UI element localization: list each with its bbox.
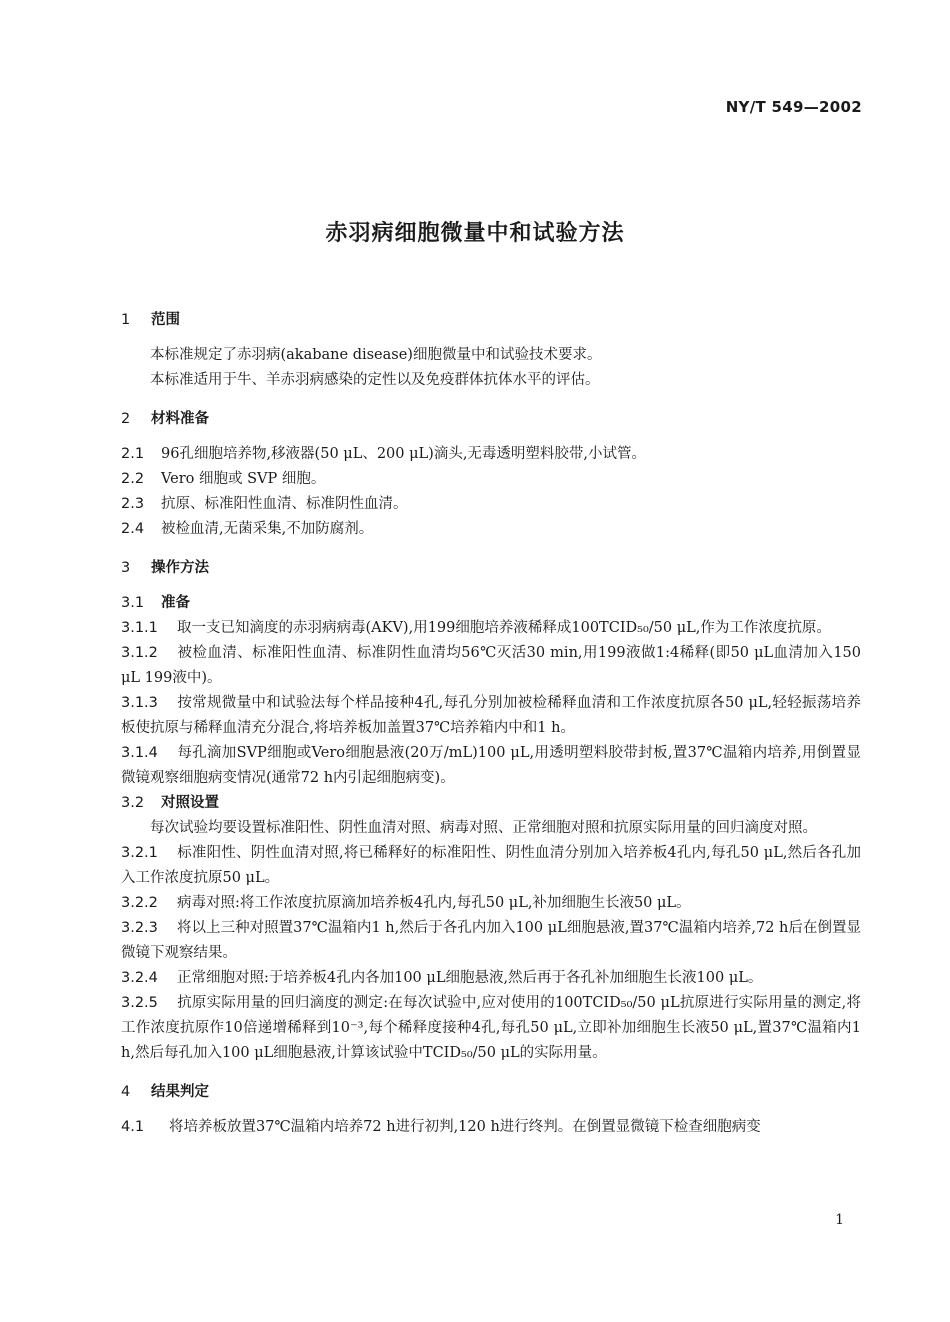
item-number: 2.2 [121,471,145,487]
clause-text: 将以上三种对照置37℃温箱内1 h,然后于各孔内加入100 μL细胞悬液,置37℃温箱内培养,72 h后在倒置显微镜下观察结果。 [121,920,861,961]
clause-number: 4.1 [121,1119,145,1135]
clause [121,991,861,1066]
page-number: 1 [835,1212,844,1228]
section-2-heading [121,407,861,432]
clause-text: 被检血清、标准阳性血清、标准阴性血清均56℃灭活30 min,用199液做1:4稀释(即50 μL血清加入150 μL 199液中)。 [121,645,861,686]
clause-text: 取一支已知滴度的赤羽病病毒(AKV),用199细胞培养液稀释成100TCID₅₀/50 μL,作为工作浓度抗原。 [177,620,831,636]
section-number: 1 [121,312,131,328]
paragraph: 本标准适用于牛、羊赤羽病感染的定性以及免疫群体抗体水平的评估。 [150,372,600,388]
item-number: 2.4 [121,521,145,537]
subsection-number: 3.2 [121,795,145,811]
item-text: 被检血清,无菌采集,不加防腐剂。 [161,521,374,537]
subsection-3-2-heading [121,791,861,816]
section-3-heading [121,556,861,581]
clause-number: 3.2.2 [121,895,158,911]
subsection-title: 准备 [161,595,190,611]
section-title: 结果判定 [151,1084,209,1100]
clause-number: 3.2.5 [121,995,158,1011]
list-item [121,467,861,492]
clause-number: 3.2.1 [121,845,158,861]
clause [121,616,861,641]
section-4-heading [121,1080,861,1105]
clause-number: 3.2.3 [121,920,158,936]
clause [121,966,861,991]
clause-number: 3.1.3 [121,695,158,711]
clause [121,741,861,791]
clause-text: 将培养板放置37℃温箱内培养72 h进行初判,120 h进行终判。在倒置显微镜下检查细胞病变 [169,1119,761,1135]
section-title: 范围 [151,312,180,328]
clause-text: 标准阳性、阴性血清对照,将已稀释好的标准阳性、阴性血清分别加入培养板4孔内,每孔50 μL,然后各孔加入工作浓度抗原50 μL。 [121,845,861,886]
section-number: 3 [121,560,131,576]
subsection-number: 3.1 [121,595,145,611]
clause [121,641,861,691]
section-number: 4 [121,1084,131,1100]
clause [121,841,861,891]
document-title: 赤羽病细胞微量中和试验方法 [325,221,625,246]
clause-text: 每孔滴加SVP细胞或Vero细胞悬液(20万/mL)100 μL,用透明塑料胶带封板,置37℃温箱内培养,用倒置显微镜观察细胞病变情况(通常72 h内引起细胞病变)。 [121,745,861,786]
list-item [121,492,861,517]
item-text: 抗原、标准阳性血清、标准阴性血清。 [161,496,408,512]
item-number: 2.1 [121,446,145,462]
clause-text: 按常规微量中和试验法每个样品接种4孔,每孔分别加被检稀释血清和工作浓度抗原各50 μL,轻轻振荡培养板使抗原与稀释血清充分混合,将培养板加盖置37℃培养箱内中和1 h。 [121,695,861,736]
clause-number: 3.1.2 [121,645,158,661]
clause-text: 抗原实际用量的回归滴度的测定:在每次试验中,应对使用的100TCID₅₀/50 μL抗原进行实际用量的测定,将工作浓度抗原作10倍递增稀释到10⁻³,每个稀释度接种4孔,每孔50 μL,立即补加细胞生长液50 μL,置37℃温箱内1 h,然后每孔加入100 μL细胞悬液,计算该试验中TCID₅₀/50 μL的实际用量。 [121,995,861,1061]
clause [121,891,861,916]
clause-text: 正常细胞对照:于培养板4孔内各加100 μL细胞悬液,然后再于各孔补加细胞生长液100 μL。 [177,970,763,986]
section-number: 2 [121,411,131,427]
item-text: Vero 细胞或 SVP 细胞。 [161,471,326,487]
clause-text: 病毒对照:将工作浓度抗原滴加培养板4孔内,每孔50 μL,补加细胞生长液50 μL。 [177,895,691,911]
paragraph: 每次试验均要设置标准阳性、阴性血清对照、病毒对照、正常细胞对照和抗原实际用量的回归滴度对照。 [150,820,817,836]
subsection-title: 对照设置 [161,795,219,811]
section-title: 操作方法 [151,560,209,576]
clause [121,1115,861,1140]
item-text: 96孔细胞培养物,移液器(50 μL、200 μL)滴头,无毒透明塑料胶带,小试管。 [161,446,647,462]
clause-number: 3.1.1 [121,620,158,636]
list-item [121,442,861,467]
item-number: 2.3 [121,496,145,512]
list-item [121,517,861,542]
subsection-3-1-heading [121,591,861,616]
standard-number: NY/T 549—2002 [725,98,862,116]
section-1-heading [121,308,861,333]
clause [121,916,861,966]
clause [121,691,861,741]
clause-number: 3.1.4 [121,745,158,761]
section-title: 材料准备 [151,411,209,427]
document-body [121,308,861,1140]
paragraph: 本标准规定了赤羽病(akabane disease)细胞微量中和试验技术要求。 [150,347,602,363]
clause-number: 3.2.4 [121,970,158,986]
